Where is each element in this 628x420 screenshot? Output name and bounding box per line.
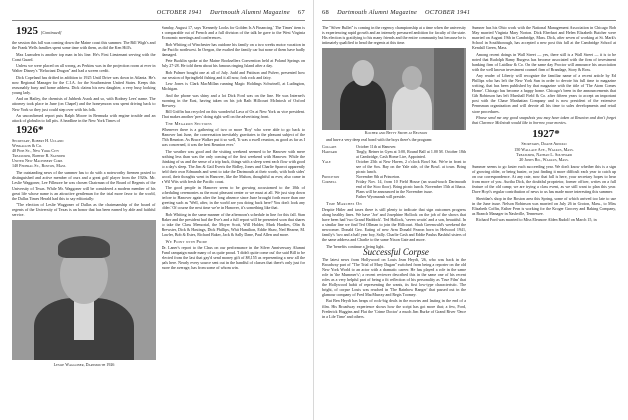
paragraph: Dick Copeland has drifted in addition to 1925 Until Drive was down in Atlanta. He's now Regional Manager for the C.I.A. for the Southeastern United States. Keeps this reasonably busy and home address. Dick claims his new daughter, a very busy looking young lady.	[12, 74, 156, 95]
paragraph: The "Silver Bullet" is coming in the regency championship at a time when the university is experiencing rapid growth and an intensely pressured ambition for faculty of the state. His election is gratifying to his many friends and the entire community but because he is intimately qualified to head the regents at this time.	[322, 25, 466, 46]
right-page	[314, 0, 628, 420]
running-head-date: OCTOBER 1941	[425, 8, 471, 16]
paragraph: Unless we were placed on all wrong, as Perkins was in the projection room at ever in Walter Disney's "Reluctant Dragon" and had a screen credit.	[12, 63, 156, 74]
paragraph: The weather was good and the visiting weekend seemed to be Hanover with mere nothing less than was the only coming of the first weekend with Hanover. While the thinking of us and the sense of a trip back, things with a sleep went each flow with good to a day's sleep. The Jim & Gail Everts the Ridley, Jones and Charlie Sparrot apparently held their own Edmunds and went to take the Dartmouth at their worth, with both sides' wood, their thoughts went in Hanover, like the Mahon, thoughtful as ever, also came in a Wil Wits with fresh the Pacific coast.	[161, 148, 305, 184]
class-asterisk: *	[38, 124, 44, 137]
class-officers	[12, 138, 156, 169]
paragraph: Max Lumsden is another top man in his line. He's First Lieutenant serving with the Coast Guard.	[12, 51, 156, 62]
class-asterisk: *	[554, 128, 560, 141]
reunion-figure	[322, 48, 466, 135]
reunion-figure-left	[340, 80, 386, 130]
italic-note: Please send me any good snapshots you may have taken at Reunion and don't forget that Clarence McIntosh would like to borrow your movies.	[472, 114, 616, 126]
header-rule	[12, 20, 305, 21]
paragraph: and have a very deep real bond with the boys there's the program:	[326, 136, 433, 142]
paragraph: And the phone was shiny and a lot Dick Ford was on the line. He was Internet's morning in the East, having taken on his job Raih Hillcourt McIntosh of Oxford Brewery.	[161, 92, 305, 108]
paragraph: Sumner has his Ohio work with the National Management Association in Chicago Bob May married Virginia Mary Norton. Dick Eberhart and Helen Elizabeth Butcher were married on August 19th in Cambridge, Mass. Dick, after seven of working at St. Mark's School in Southborough, has accepted a new post this fall at the Cambridge School at Kendall Green, Mass.	[472, 25, 616, 51]
officer-line: 40 Pine St., New York City	[12, 148, 60, 154]
paragraph: Dr. Laner's report to the Class on our performance in the Silver Anniversary Alumni Fund campaign made many of us quite proud. 'I didn't quite come out' the said Bill to be elected from the last that gay'd send money gift of $8,155 as representing a new all the pals here. Nearly every source sent out in the handful of classes that there's only just for more the average, has from some of whom win.	[161, 244, 305, 271]
schedule-college: Princeton	[322, 173, 340, 179]
officer-line: Treasurer, Nathan L. Southard	[516, 151, 572, 157]
reunion-photo	[322, 48, 466, 130]
reunion-figure-right	[392, 86, 432, 130]
article-title: Successful Corpse	[363, 247, 429, 258]
schedule-college	[322, 194, 356, 199]
column-1	[322, 25, 466, 420]
class-heading	[12, 25, 156, 39]
schedule-college: Colgate	[322, 143, 337, 149]
schedule-row	[322, 159, 466, 174]
schedule-text: Father Wyomansh will preside.	[356, 193, 406, 199]
page-columns	[322, 25, 616, 420]
paragraph: And on Hailey, the chemists of Jubberk Asrok and so, with Rodney Lees' name. The attorney took place in June (on Chapel) and the honeymoon was spent driving back to New York so they just could step over with his folk.	[12, 96, 156, 112]
paragraph: The good people in Hanover seem to be growing accustomed to the 10th of scheduling ceremonies as the most pleasant center or we must at all. We just stop down before to Hanover again after the long absence since June brought forth more than one greeting such as 'Well, after, in the world are you doing back here? You don't look any older.' Of course the next time we're in Hanover, it's something like that.	[161, 185, 305, 211]
portrait-shirt	[74, 300, 94, 340]
schedule-college: Harvard	[322, 148, 337, 154]
paragraph: Summer seems to go faster each succeeding year. We don't know whether this is a sign of growing older, or being busier, or just finding it more difficult each year to catch up on our correspondence. At any rate, now that fall is here, your secretary hopes to hear from more of you. Aurtha Dick, the doubtful proprietor, former officer, writes on a full feature of the old camp; we are trying a class event, as we still want to plan this year. Dave Hoyt's regular contribution of news to us has made more interesting this summer.	[472, 163, 616, 195]
reunion-face-left	[352, 60, 374, 86]
schedule-text: Tingly, Reiner in Gym at 3:00, Round Ball at 1.00 M. October 18th at Cambridge, Cash Home Lire, Appointed.	[356, 148, 466, 159]
class-officers	[472, 141, 616, 161]
portrait-figure	[12, 218, 156, 370]
officer-line: Secretary, Doane Arnold	[521, 141, 567, 147]
officer-line: 150 Wallace Ave., Walkus, Mass.	[514, 146, 574, 152]
paragraph: The 'benefits continue a living light.	[326, 243, 385, 249]
paragraph: Pete Bucklin spoke at the Maine Booksellers Convention held at Poland Springs on July 27-28. He told them about his famous ringing Island after a day.	[161, 58, 305, 69]
header-rule	[322, 20, 616, 21]
section-subhead: We Point with Pride	[165, 238, 208, 244]
paragraph: Richard Ford was married to Miss Eleanore Alden Rudolf on March 15, in	[476, 217, 597, 223]
officer-line: Secretary, Robert H. Ucland	[12, 137, 64, 143]
reunion-background	[434, 48, 464, 130]
class-notes	[12, 40, 156, 123]
section-subhead: Time Marches On	[326, 200, 362, 206]
paragraph: Any reader of Liberty will recognize the familiar name of a recent article by Ed Phillips who has left the New York Sun in order to devote his full time to magazine writing, that has been published by that magazine with the title of 'The Atom Comes Home'. Chicago has become a happy home. Chicago's been in the announcements that Gib Robinson has left Marshall Field & Co. after fifteen years to accept an important post with the Chase Manhattan Company and is now president of the extensive Pennsman organization and will devote all his time to sales developments and retail store procedures.	[472, 73, 616, 114]
schedule-text: October 25th at New Haven, 2 o'clock Bowl Sat. We're in front to see of the Sox. Bay on the Yale side, of the Bowl. at town. Bring picnic lunch.	[356, 158, 466, 174]
running-head	[322, 6, 616, 18]
schedule-college: Yale	[322, 158, 331, 164]
photo-caption: Leslie Waggoner, Dartmouth 1926	[53, 362, 115, 367]
officer-line: 140 Federal St., Boston, Mass.	[12, 163, 67, 169]
schedule-text: November 8th at Princeton.	[356, 173, 401, 179]
officer-line: Treasurer, Robert R. Saunder	[12, 153, 66, 159]
class-heading	[12, 124, 156, 136]
class-year: 1927	[532, 128, 555, 141]
photo-caption: Kocher and Betty Smith at Reunion	[364, 130, 428, 136]
paragraph: An unconfirmed report puts Ralph Moore in Bermuda with engine trouble and an attack of globulin to fall pits. A headline in the New York Times of	[12, 112, 156, 123]
running-head-title: Dartmouth Alumni Magazine	[337, 8, 418, 16]
class-year: 1926	[16, 124, 38, 137]
portrait-photo	[12, 220, 156, 360]
paragraph: Bob Whiting of Winchester has outdone his family on a two weeks motor vacation in the Pacific northwest. In Oregon, the exalted the family car but none of them have badly damaged.	[161, 41, 305, 57]
paragraph: Despite Hitler and taxes there is still plenty to indicate that sign outcomes progress along healthy lines. We have 'Joe' and Josephine Hollock on the job of the shows that have been had 'two Grand Haddock'. Ted Hollock, 'seven wraits' and a son, beautiful. In a similar line we find Ted Ollman to join the Hillcourt. Shah Greenwald's weekend the newcomer. Donald Geo. Eating of new Arm Donald Fearon born in Helwood 1941, family's 'two and a half year boy, Sally. Charlie Cash and Eddie Paulus Bashful sisters of the same address and Charlie to the same Nixon Gate and more.	[322, 207, 466, 243]
schedule-college: Cornell	[322, 178, 337, 184]
class-year: 1925	[16, 25, 38, 37]
paragraph: Whenever there is a gathering of two or more 'Roy' who were able to go back to Hanover last June, the conversation inevitably gravitates to the pleasant subject of the 75th Reunion. As Bruce Walker put it so well, 'It was a swell reunion, as good as far as I was concerned, it was the best Reunion ever.'	[161, 126, 305, 148]
running-head-title: Dartmouth Alumni Magazine	[209, 8, 290, 16]
paragraph: The outstanding news of the summer has to do with a noteworthy firemen posted to distinguished and active member of ours and a great golf player from the 1920s. Mr. Leslie Waggoner, Lee Fillmore he was chosen Chairman of the Board of Regents of the University of Texas. While Mr. Waggoner will be considered a modern member of his great life whose name is an attractive gentleman for the trial more favor to the world, the Dallas Times Herald had this to say editorially:	[12, 170, 156, 201]
paragraph: Sheridan's shop in the Boston area this Spring, some of which arrived too late to use in the June issue. Nelson Robinson was married on July 26 in Groton, Mass., to Miss Elizabeth Coffin, Esther Fern is working for the Kroger Grocery and Baking Company, as Branch Manager in Nashville, Tennessee.	[472, 195, 616, 216]
column-2	[472, 25, 616, 420]
schedule-text: October 11th at Hanover.	[356, 143, 397, 149]
paragraph: "The election of Leslie Waggoner of Dallas as the chairmanship of the board of regents of the University of Texas is an honor that has been earned by able and faithful service.	[12, 202, 156, 218]
schedule-row	[322, 194, 466, 199]
running-head	[12, 6, 305, 18]
officer-line: 20 Jones Rd., Walkus, Mass.	[519, 156, 569, 162]
column-2	[162, 25, 306, 420]
running-head-date: OCTOBER 1941	[156, 8, 202, 16]
paragraph: Bob Whiting in the same manner of the afternoon's schedule in line for this fall. Stan Baker and the president had the Eve's and a full report will be presented soon that shares to take the Class Memorial, the Moyer Scott, Will Holder, Mark Hardies, Olin & Brewster, Dick & Hastings, Dick Phillips, Whit Hamilton, Eddie Shaw, Ned Hearne, M. Lawler, Bob & Estes, Richard Baker, Jack & Sally Dane, Paul Allen and more.	[161, 211, 305, 238]
football-schedule	[322, 144, 466, 199]
continued-note: [Continued]	[40, 30, 62, 35]
paragraph: the session this fall was coming down the Maine coast this summer. The Bill Wigh's and the Frank Wells families spent some time with them, as did the Ken Hill's.	[12, 40, 156, 51]
paragraph: The latest news from Hollywood on Louis Jean Heydt, '26, who was back in the Broadway part of "The Trial of Mary Dugan" switched from being a reporter on the old New York World to an actor with a dramatic career. He has played a role in the same role in 'the Mummer's'; a recent reviewer described this in the same one of his recent roles as a very helpful part of being a fit reflection of his personality as 'True Film' that the Hollywood habit of representing the wants, its first low-type characteristic. The bright, of corpse Louis was reached in 'The Rainbow Ranger' that passed out in the glamour company of Fred MacMurray and Regis Toomey.	[322, 256, 466, 298]
paragraph: But Ben Heydt has heaps of rock-big deals in the movies and lasting in the end of a film. His Broadway experience shows how the script has got more that; a few, Ford, Frederick Huggins and Flat the 'Crime Doctor' a much Jim Burke of Grand River 'Once in a Life Time' and others.	[322, 298, 466, 319]
page-number: 68	[322, 8, 330, 16]
paragraph: Sunday, August 17, says 'Kennedy Looks for Golden Is A Financing.' The Times' item is a comparable cut of French and a full division of the talk he gave to the West Virginia Economic meetings and conferences.	[161, 25, 305, 41]
section-subhead: The Megaron Sections	[165, 120, 212, 126]
officer-line: Winkaguin & Co.	[12, 142, 43, 148]
schedule-text: Friday Nov. 14, from 10 Field House (an usual-touch Dartmouth end of the Stoo floor). Bring picnic lunch. November 15th at Ithaca. Plans will be announced in the November issue.	[356, 178, 466, 194]
portrait-hair	[58, 236, 110, 258]
paragraph: Among recent doings in Wall Street — yes, there still is a Wall Street — it is to be noted that Rudolph Ramy Burgess has become associated with the firm of investment banking firm of Laidlaw & Co. On the same day Proctor will announce his association with the well known investment counsel firm of Brandage, Story & Ross.	[472, 51, 616, 72]
schedule-row	[322, 149, 466, 159]
class-heading	[472, 128, 616, 140]
officer-line: United New Machinery Corp.	[12, 158, 64, 164]
paragraph: Bob Palmer bought one at all of July. Judd and Pattison and Pulver, presented how our session of Springfield fishing and it all now, fork rock and fairy.	[161, 69, 305, 80]
paragraph: Lew Jones is Clark MacMillan running Magic Holdings Schwinell, at Ludington, Michigan.	[161, 81, 305, 92]
page-number: 67	[297, 8, 305, 16]
paragraph: Bill Griffin has recycled on this wonderful Lava of Oz at New York as vice president. That makes another 'pres' doing right well on the advertising front.	[161, 109, 305, 120]
schedule-row	[322, 179, 466, 194]
